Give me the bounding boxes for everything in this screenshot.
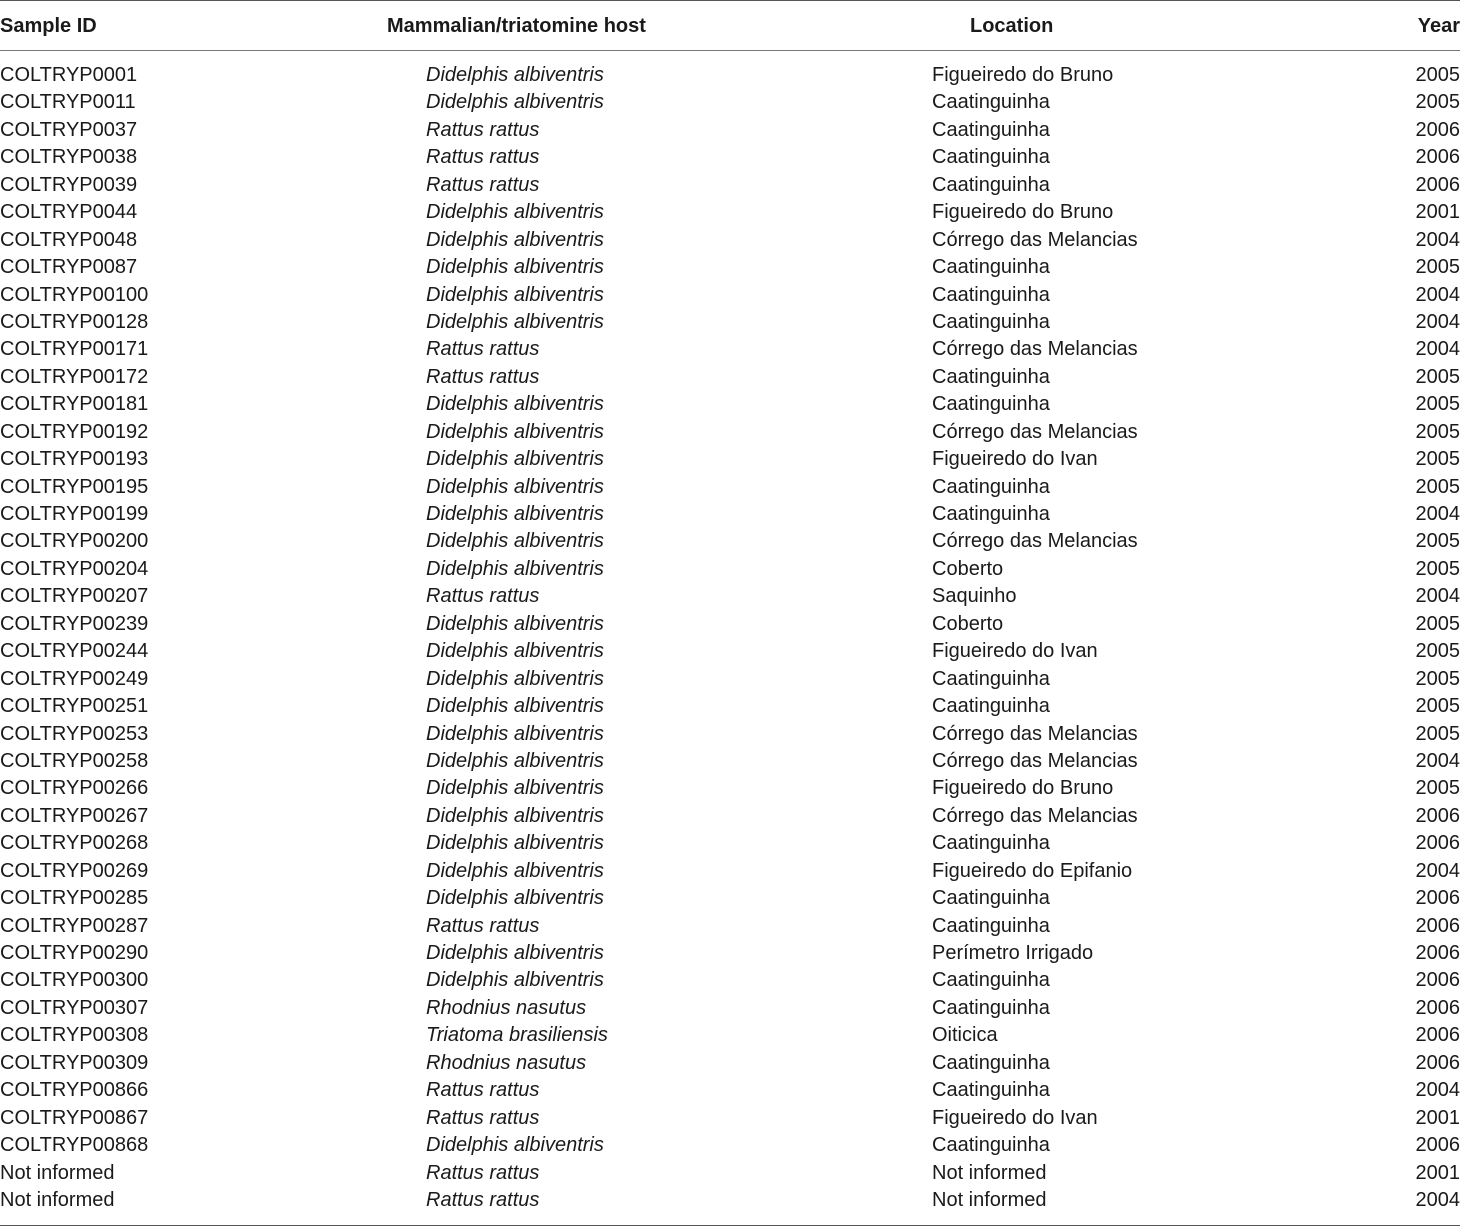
host-cell: Didelphis albiventris: [426, 530, 604, 553]
location-cell: Caatinguinha: [932, 887, 1050, 910]
host-cell: Didelphis albiventris: [426, 201, 604, 224]
table-row: [0, 1132, 1460, 1159]
table-row: [0, 89, 1460, 116]
table-row: [0, 227, 1460, 254]
sample-id-cell: COLTRYP00239: [0, 612, 149, 635]
sample-id-cell: COLTRYP00309: [0, 1051, 149, 1074]
year-cell: 2004: [1415, 228, 1460, 251]
year-cell: 2005: [1415, 91, 1460, 114]
location-cell: Córrego das Melancias: [932, 420, 1138, 443]
sample-id-cell: COLTRYP0037: [0, 118, 138, 141]
table-body: [0, 62, 1460, 1214]
location-cell: Córrego das Melancias: [932, 749, 1138, 772]
table-row: [0, 611, 1460, 638]
location-cell: Figueiredo do Ivan: [932, 448, 1098, 471]
sample-id-cell: Not informed: [0, 1188, 115, 1211]
sample-id-cell: COLTRYP00181: [0, 393, 149, 416]
sample-id-cell: COLTRYP0001: [0, 64, 138, 86]
sample-id-cell: COLTRYP00244: [0, 640, 149, 663]
location-cell: Coberto: [932, 557, 1004, 580]
location-cell: Caatinguinha: [932, 996, 1050, 1019]
location-cell: Caatinguinha: [932, 969, 1050, 992]
table-row: [0, 721, 1460, 748]
sample-id-cell: COLTRYP00266: [0, 777, 149, 800]
table-row: [0, 1022, 1460, 1049]
sample-id-cell: COLTRYP00866: [0, 1079, 149, 1102]
sample-id-cell: COLTRYP00258: [0, 749, 149, 772]
sample-id-cell: COLTRYP0038: [0, 146, 138, 169]
sample-id-cell: COLTRYP00287: [0, 914, 149, 937]
location-cell: Caatinguinha: [932, 503, 1050, 525]
header-sample-id: Sample ID: [0, 15, 97, 37]
sample-id-cell: COLTRYP0048: [0, 228, 138, 251]
location-cell: Caatinguinha: [932, 1079, 1050, 1102]
sample-id-cell: COLTRYP00195: [0, 475, 149, 498]
year-cell: 2005: [1415, 448, 1460, 471]
sample-id-cell: COLTRYP00204: [0, 557, 149, 580]
host-cell: Didelphis albiventris: [426, 804, 604, 827]
header-rule: [0, 50, 1460, 51]
table-row: [0, 336, 1460, 363]
table-top-rule: [0, 0, 1460, 1]
year-cell: 2006: [1415, 1051, 1460, 1074]
host-cell: Didelphis albiventris: [426, 283, 604, 306]
location-cell: Caatinguinha: [932, 256, 1050, 279]
sample-id-cell: COLTRYP0087: [0, 256, 138, 279]
year-cell: 2006: [1415, 146, 1460, 169]
host-cell: Didelphis albiventris: [426, 612, 604, 635]
location-cell: Córrego das Melancias: [932, 530, 1138, 553]
host-cell: Rhodnius nasutus: [426, 1051, 587, 1074]
host-cell: Didelphis albiventris: [426, 695, 604, 718]
year-cell: 2004: [1415, 503, 1460, 525]
host-cell: Didelphis albiventris: [426, 420, 604, 443]
table-row: [0, 940, 1460, 967]
table-row: [0, 62, 1460, 89]
year-cell: 2004: [1415, 338, 1460, 361]
sample-id-cell: COLTRYP00300: [0, 969, 149, 992]
sample-id-cell: COLTRYP00100: [0, 283, 149, 306]
year-cell: 2006: [1415, 914, 1460, 937]
host-cell: Rattus rattus: [426, 585, 540, 608]
location-cell: Caatinguinha: [932, 173, 1050, 196]
location-cell: Figueiredo do Bruno: [932, 201, 1114, 224]
table-row: [0, 1105, 1460, 1132]
year-cell: 2004: [1415, 283, 1460, 306]
sample-id-cell: COLTRYP00268: [0, 832, 149, 855]
host-cell: Didelphis albiventris: [426, 228, 604, 251]
table-row: [0, 364, 1460, 391]
year-cell: 2006: [1415, 1134, 1460, 1157]
year-cell: 2005: [1415, 420, 1460, 443]
year-cell: 2005: [1415, 393, 1460, 416]
table-row: [0, 693, 1460, 720]
location-cell: Saquinho: [932, 585, 1017, 608]
location-cell: Caatinguinha: [932, 118, 1050, 141]
host-cell: Didelphis albiventris: [426, 448, 604, 471]
location-cell: Perímetro Irrigado: [932, 942, 1094, 964]
location-cell: Figueiredo do Epifanio: [932, 859, 1133, 882]
year-cell: 2006: [1415, 1024, 1460, 1047]
location-cell: Caatinguinha: [932, 1051, 1050, 1074]
host-cell: Didelphis albiventris: [426, 942, 604, 964]
location-cell: Not informed: [932, 1188, 1047, 1211]
location-cell: Caatinguinha: [932, 1134, 1050, 1157]
location-cell: Caatinguinha: [932, 393, 1050, 416]
host-cell: Didelphis albiventris: [426, 557, 604, 580]
year-cell: 2004: [1415, 1188, 1460, 1211]
table-row: [0, 474, 1460, 501]
host-cell: Rhodnius nasutus: [426, 996, 587, 1019]
table-row: [0, 666, 1460, 693]
location-cell: Caatinguinha: [932, 832, 1050, 855]
table-row: [0, 775, 1460, 802]
header-host: Mammalian/triatomine host: [387, 15, 646, 37]
host-cell: Didelphis albiventris: [426, 64, 604, 86]
location-cell: Not informed: [932, 1161, 1047, 1184]
year-cell: 2006: [1415, 969, 1460, 992]
table-row: [0, 419, 1460, 446]
sample-id-cell: COLTRYP0011: [0, 91, 136, 114]
table-row: [0, 885, 1460, 912]
location-cell: Caatinguinha: [932, 365, 1050, 388]
sample-id-cell: COLTRYP00172: [0, 365, 149, 388]
host-cell: Didelphis albiventris: [426, 777, 604, 800]
location-cell: Caatinguinha: [932, 283, 1050, 306]
table-row: [0, 1050, 1460, 1077]
table-row: [0, 172, 1460, 199]
year-cell: 2005: [1415, 365, 1460, 388]
table-row: [0, 913, 1460, 940]
location-cell: Córrego das Melancias: [932, 228, 1138, 251]
host-cell: Didelphis albiventris: [426, 310, 604, 333]
host-cell: Didelphis albiventris: [426, 859, 604, 882]
location-cell: Oiticica: [932, 1024, 998, 1047]
sample-id-cell: COLTRYP00199: [0, 503, 149, 525]
year-cell: 2006: [1415, 173, 1460, 196]
sample-id-cell: COLTRYP00267: [0, 804, 149, 827]
sample-id-cell: COLTRYP00251: [0, 695, 149, 718]
location-cell: Caatinguinha: [932, 475, 1050, 498]
year-cell: 2005: [1415, 475, 1460, 498]
table-row: [0, 254, 1460, 281]
year-cell: 2005: [1415, 530, 1460, 553]
year-cell: 2001: [1415, 201, 1460, 224]
host-cell: Didelphis albiventris: [426, 91, 604, 114]
location-cell: Figueiredo do Bruno: [932, 64, 1114, 86]
table-row: [0, 748, 1460, 775]
location-cell: Caatinguinha: [932, 695, 1050, 718]
host-cell: Didelphis albiventris: [426, 887, 604, 910]
host-cell: Didelphis albiventris: [426, 749, 604, 772]
year-cell: 2004: [1415, 310, 1460, 333]
host-cell: Didelphis albiventris: [426, 393, 604, 416]
sample-id-cell: COLTRYP00207: [0, 585, 149, 608]
location-cell: Caatinguinha: [932, 310, 1050, 333]
location-cell: Caatinguinha: [932, 91, 1050, 114]
year-cell: 2005: [1415, 777, 1460, 800]
year-cell: 2006: [1415, 118, 1460, 141]
year-cell: 2005: [1415, 64, 1460, 86]
host-cell: Rattus rattus: [426, 173, 540, 196]
location-cell: Córrego das Melancias: [932, 804, 1138, 827]
host-cell: Rattus rattus: [426, 914, 540, 937]
year-cell: 2005: [1415, 695, 1460, 718]
year-cell: 2005: [1415, 612, 1460, 635]
header-year: Year: [1417, 15, 1460, 37]
sample-id-cell: COLTRYP00285: [0, 887, 149, 910]
host-cell: Triatoma brasiliensis: [426, 1024, 608, 1047]
table-row: [0, 638, 1460, 665]
year-cell: 2001: [1415, 1161, 1460, 1184]
year-cell: 2004: [1415, 1079, 1460, 1102]
sample-id-cell: COLTRYP00193: [0, 448, 149, 471]
sample-id-cell: COLTRYP00269: [0, 859, 149, 882]
host-cell: Rattus rattus: [426, 1106, 540, 1129]
sample-id-cell: COLTRYP00290: [0, 942, 149, 964]
table-row: [0, 830, 1460, 857]
table-row: [0, 309, 1460, 336]
sample-id-cell: COLTRYP00867: [0, 1106, 149, 1129]
sample-id-cell: COLTRYP00308: [0, 1024, 149, 1047]
sample-id-cell: COLTRYP00192: [0, 420, 149, 443]
sample-id-cell: COLTRYP00253: [0, 722, 149, 745]
table-row: [0, 528, 1460, 555]
sample-id-cell: COLTRYP00171: [0, 338, 149, 361]
location-cell: Caatinguinha: [932, 667, 1050, 690]
sample-id-cell: COLTRYP00868: [0, 1134, 149, 1157]
host-cell: Rattus rattus: [426, 1188, 540, 1211]
year-cell: 2006: [1415, 804, 1460, 827]
year-cell: 2005: [1415, 667, 1460, 690]
year-cell: 2005: [1415, 640, 1460, 663]
table-row: [0, 967, 1460, 994]
host-cell: Didelphis albiventris: [426, 667, 604, 690]
table-row: [0, 282, 1460, 309]
table-row: [0, 501, 1460, 528]
year-cell: 2006: [1415, 887, 1460, 910]
sample-id-cell: COLTRYP0039: [0, 173, 138, 196]
sample-id-cell: COLTRYP00249: [0, 667, 149, 690]
table-row: [0, 995, 1460, 1022]
host-cell: Didelphis albiventris: [426, 640, 604, 663]
year-cell: 2001: [1415, 1106, 1460, 1129]
host-cell: Rattus rattus: [426, 1079, 540, 1102]
table-row: [0, 144, 1460, 171]
host-cell: Didelphis albiventris: [426, 475, 604, 498]
year-cell: 2005: [1415, 256, 1460, 279]
year-cell: 2005: [1415, 722, 1460, 745]
host-cell: Rattus rattus: [426, 338, 540, 361]
year-cell: 2006: [1415, 832, 1460, 855]
table-row: [0, 446, 1460, 473]
host-cell: Didelphis albiventris: [426, 1134, 604, 1157]
location-cell: Coberto: [932, 612, 1004, 635]
location-cell: Córrego das Melancias: [932, 722, 1138, 745]
table-bottom-rule: [0, 1225, 1460, 1226]
sample-id-cell: COLTRYP0044: [0, 201, 138, 224]
sample-id-cell: COLTRYP00128: [0, 310, 149, 333]
host-cell: Didelphis albiventris: [426, 832, 604, 855]
table-row: [0, 391, 1460, 418]
host-cell: Rattus rattus: [426, 118, 540, 141]
table-row: [0, 803, 1460, 830]
year-cell: 2006: [1415, 942, 1460, 964]
host-cell: Didelphis albiventris: [426, 722, 604, 745]
table-row: [0, 117, 1460, 144]
location-cell: Caatinguinha: [932, 146, 1050, 169]
host-cell: Rattus rattus: [426, 1161, 540, 1184]
host-cell: Didelphis albiventris: [426, 256, 604, 279]
location-cell: Caatinguinha: [932, 914, 1050, 937]
location-cell: Figueiredo do Ivan: [932, 640, 1098, 663]
location-cell: Figueiredo do Ivan: [932, 1106, 1098, 1129]
sample-id-cell: COLTRYP00307: [0, 996, 149, 1019]
table-row: [0, 556, 1460, 583]
sample-id-cell: Not informed: [0, 1161, 115, 1184]
host-cell: Didelphis albiventris: [426, 503, 604, 525]
table-row: [0, 583, 1460, 610]
year-cell: 2004: [1415, 749, 1460, 772]
year-cell: 2005: [1415, 557, 1460, 580]
year-cell: 2004: [1415, 859, 1460, 882]
table-row: [0, 1160, 1460, 1187]
table-row: [0, 1187, 1460, 1214]
table-row: [0, 1077, 1460, 1104]
sample-id-cell: COLTRYP00200: [0, 530, 149, 553]
host-cell: Rattus rattus: [426, 146, 540, 169]
year-cell: 2004: [1415, 585, 1460, 608]
host-cell: Rattus rattus: [426, 365, 540, 388]
table-row: [0, 858, 1460, 885]
host-cell: Didelphis albiventris: [426, 969, 604, 992]
location-cell: Figueiredo do Bruno: [932, 777, 1114, 800]
table-row: [0, 199, 1460, 226]
header-location: Location: [970, 15, 1054, 37]
year-cell: 2006: [1415, 996, 1460, 1019]
location-cell: Córrego das Melancias: [932, 338, 1138, 361]
